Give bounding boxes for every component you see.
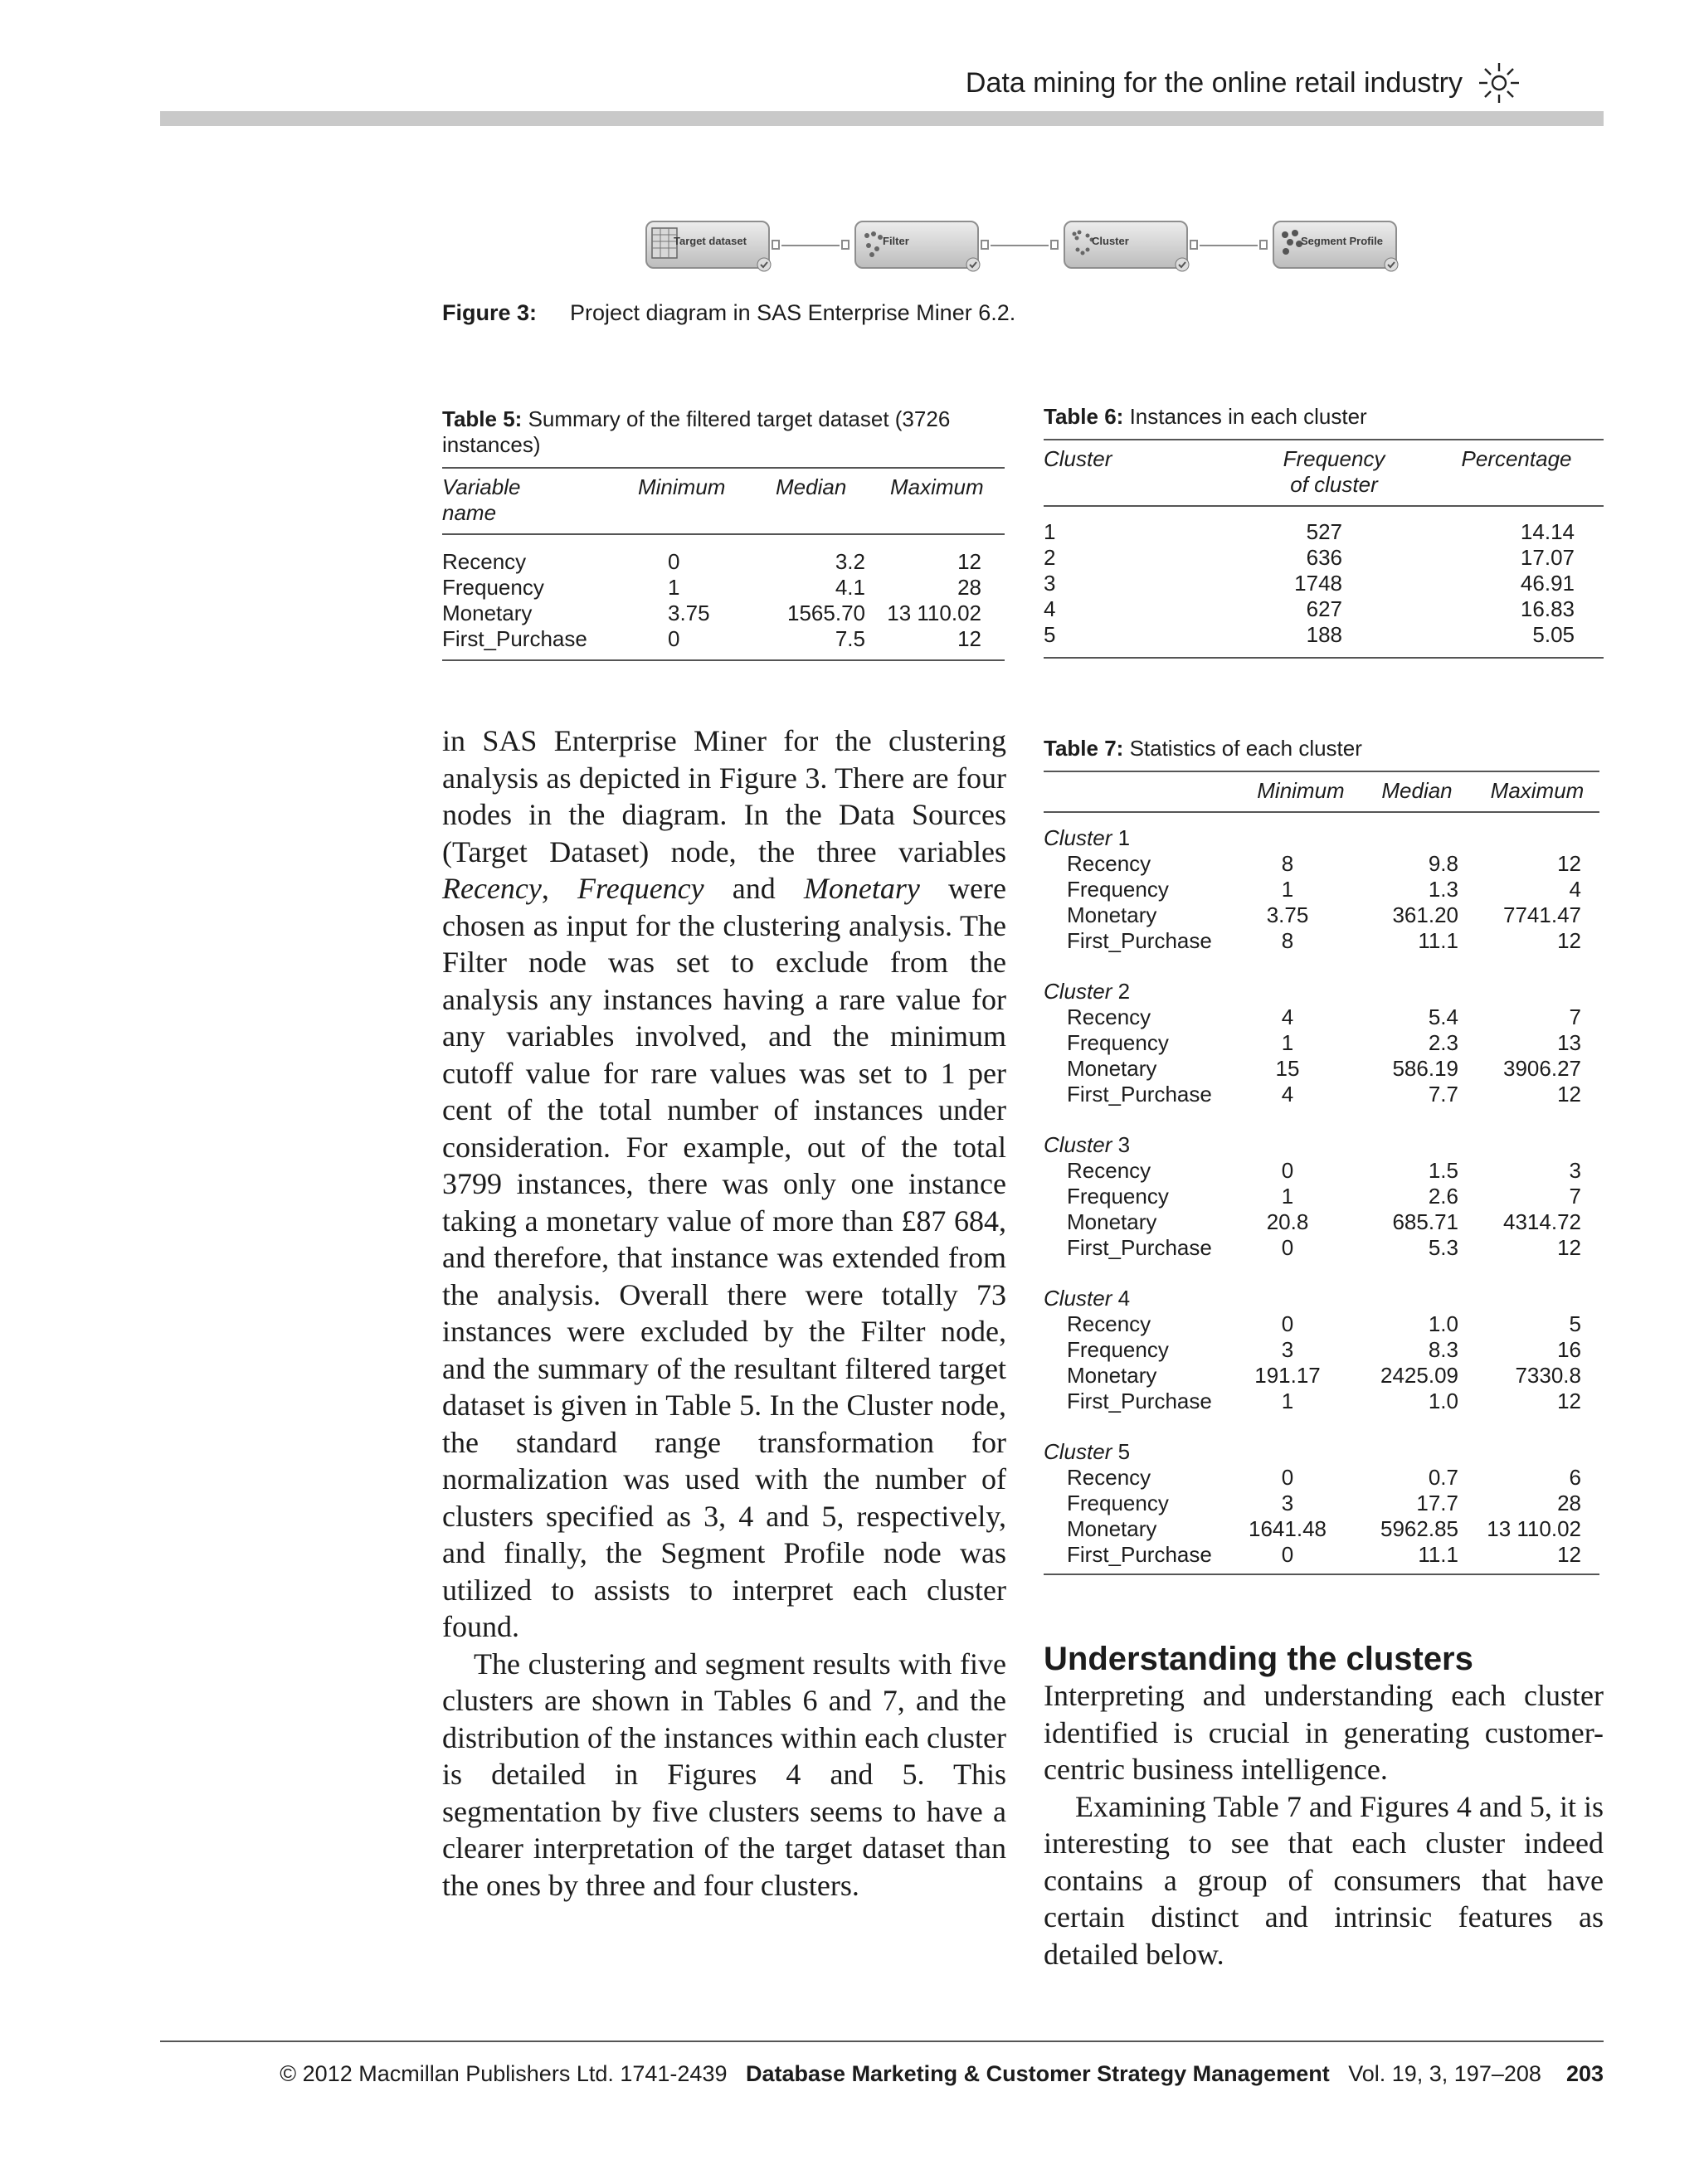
cell-minimum: 1641.48: [1249, 1516, 1327, 1541]
row-name: Recency: [1067, 1158, 1151, 1183]
figure-caption: [442, 299, 1015, 327]
table-caption-continued: instances): [442, 432, 541, 457]
cluster-group-heading: [1044, 979, 1130, 1004]
node-label: Filter: [883, 235, 909, 247]
target-dataset-node: [645, 221, 770, 269]
row-name: Frequency: [1067, 1030, 1169, 1055]
cell-minimum: 0: [1281, 1311, 1294, 1336]
cluster-group-heading: [1044, 1132, 1130, 1158]
table-caption-text: Summary of the filtered target dataset (3726: [528, 406, 951, 431]
cell-median: 11.1: [1418, 928, 1458, 953]
cell-maximum: 12: [957, 549, 981, 574]
cell-maximum: 13 110.02: [1487, 1516, 1581, 1541]
cell-frequency: 188: [1306, 622, 1342, 647]
cell-maximum: 5: [1569, 1311, 1581, 1336]
check-icon: [1175, 257, 1190, 272]
output-port: [772, 240, 780, 250]
cluster-node: [1064, 221, 1188, 269]
cell-median: 1.0: [1428, 1389, 1458, 1413]
cluster-word: Cluster: [1044, 825, 1112, 850]
cell-minimum: 1: [1281, 1030, 1294, 1055]
cell-maximum: 28: [1557, 1491, 1581, 1515]
column-header-median: Median: [1381, 778, 1453, 803]
column-header-variable-continued: name: [442, 500, 497, 525]
cell-maximum: 28: [957, 575, 981, 600]
cluster-group-heading: [1044, 825, 1130, 851]
cell-median: 7.7: [1428, 1082, 1458, 1107]
cell-median: 17.7: [1416, 1491, 1458, 1515]
cluster-word: Cluster: [1044, 1439, 1112, 1464]
text-run: were chosen as input for the clustering analysis. The Filter node was set to exclude from the analysis any instances having a rare value for any variables involved, and the minimum cutoff value for rare values was set to 1 per cent of the total number of instances under consideration. For example, out of the total 3799 instances, there was only one instance taking a monetary value of more than £87 684, and therefore, that instance was extended from the analysis. Overall there were totally 73 instances were excluded by the Filter node, and the summary of the resultant filtered target dataset is given in Table 5. In the Cluster node, the standard range transformation for normalization was used with the number of clusters specified as 3, 4 and 5, respectively, and finally, the Segment Profile node was utilized to assists to interpret each cluster found.: [442, 872, 1006, 1643]
cell-maximum: 12: [1557, 1389, 1581, 1413]
column-header-cluster: Cluster: [1044, 446, 1112, 471]
column-header-median: Median: [776, 474, 847, 499]
row-name: Frequency: [442, 575, 544, 600]
cell-maximum: 3: [1569, 1158, 1581, 1183]
table-rule: [1044, 439, 1604, 440]
row-name: First_Purchase: [442, 626, 587, 651]
footer-journal: Database Marketing & Customer Strategy Management: [746, 2061, 1330, 2086]
cell-median: 11.1: [1418, 1542, 1458, 1567]
cell-median: 5.3: [1428, 1235, 1458, 1260]
node-label: Target dataset: [674, 235, 747, 247]
row-name: Frequency: [1067, 1184, 1169, 1209]
row-name: Monetary: [1067, 1209, 1157, 1234]
cell-minimum: 0: [1281, 1158, 1294, 1183]
row-name: First_Purchase: [1067, 1542, 1212, 1567]
cluster-word: Cluster: [1044, 1132, 1112, 1157]
cell-minimum: 1: [1281, 877, 1294, 902]
cell-minimum: 15: [1275, 1056, 1300, 1081]
footer-rule: [160, 2041, 1604, 2042]
cell-frequency: 636: [1306, 545, 1342, 570]
table-7: [1044, 736, 1604, 1582]
cell-minimum: 20.8: [1266, 1209, 1309, 1234]
cell-median: 4.1: [835, 575, 865, 600]
row-name: First_Purchase: [1067, 1235, 1212, 1260]
column-header-variable: Variable: [442, 474, 521, 499]
cell-minimum: 3: [1281, 1491, 1294, 1515]
table-rule: [1044, 811, 1599, 813]
paragraph: The clustering and segment results with five clusters are shown in Tables 6 and 7, and the distribution of the instances within each cluster is detailed in Figures 4 and 5. This segmentation by five clusters seems to have a clearer interpretation of the target dataset than the ones by three and four clusters.: [442, 1647, 1006, 1902]
column-header-frequency: Frequency: [1283, 446, 1385, 471]
row-name: Recency: [1067, 1004, 1151, 1029]
text-run: ,: [541, 872, 578, 905]
cell-maximum: 6: [1569, 1465, 1581, 1490]
footer-volume: Vol. 19, 3, 197–208: [1348, 2061, 1541, 2086]
cell-cluster: 1: [1044, 519, 1056, 544]
cell-percentage: 5.05: [1532, 622, 1575, 647]
paragraph: Examining Table 7 and Figures 4 and 5, it is interesting to see that each cluster indeed contains a group of consumers that have certain distinct and intrinsic features as detailed below.: [1044, 1789, 1604, 1971]
table-5: [442, 406, 1005, 655]
connector-line: [781, 245, 840, 246]
column-header-maximum: Maximum: [890, 474, 984, 499]
connector-line: [1200, 245, 1258, 246]
project-flow-diagram: [645, 214, 1402, 274]
cell-median: 361.20: [1392, 902, 1458, 927]
cell-minimum: 0: [1281, 1542, 1294, 1567]
table-6: [1044, 404, 1604, 661]
body-text-left-column: [442, 722, 1006, 1904]
paragraph: Interpreting and understanding each cluster identified is crucial in generating customer-centric business intelligence.: [1044, 1679, 1604, 1786]
check-icon: [1384, 257, 1399, 272]
cell-minimum: 1: [1281, 1389, 1294, 1413]
cell-maximum: 13 110.02: [887, 601, 981, 625]
row-name: Monetary: [1067, 1056, 1157, 1081]
cell-median: 2.3: [1428, 1030, 1458, 1055]
table-label: Table 5:: [442, 406, 523, 431]
column-header-minimum: Minimum: [1257, 778, 1345, 803]
filter-node: [854, 221, 979, 269]
cluster-number: 3: [1117, 1132, 1131, 1157]
cell-frequency: 1748: [1294, 571, 1342, 596]
cell-percentage: 46.91: [1520, 571, 1575, 596]
variable-monetary: Monetary: [803, 872, 920, 905]
table-rule: [1044, 771, 1599, 772]
row-name: Monetary: [1067, 902, 1157, 927]
row-name: First_Purchase: [1067, 928, 1212, 953]
cell-maximum: 7741.47: [1503, 902, 1581, 927]
text-run: in SAS Enterprise Miner for the clustering analysis as depicted in Figure 3. There are four nodes in the diagram. In the Data Sources (Target Dataset) node, the three variables: [442, 724, 1006, 868]
variable-frequency: Frequency: [577, 872, 704, 905]
row-name: Frequency: [1067, 1337, 1169, 1362]
variable-recency: Recency: [442, 872, 542, 905]
cluster-group-heading: [1044, 1286, 1130, 1311]
row-name: Recency: [1067, 1465, 1151, 1490]
row-name: Recency: [1067, 1311, 1151, 1336]
cell-minimum: 4: [1281, 1004, 1294, 1029]
cluster-number: 5: [1117, 1439, 1131, 1464]
page-number: 203: [1565, 2061, 1604, 2086]
cell-maximum: 4314.72: [1503, 1209, 1581, 1234]
header-rule: [160, 111, 1604, 126]
cell-minimum: 0: [668, 626, 680, 651]
cell-minimum: 8: [1281, 851, 1294, 876]
table-caption: [442, 406, 950, 432]
cell-minimum: 3.75: [1266, 902, 1309, 927]
cell-maximum: 12: [1557, 851, 1581, 876]
table-rule: [1044, 505, 1604, 507]
cell-minimum: 8: [1281, 928, 1294, 953]
cell-maximum: 12: [1557, 928, 1581, 953]
cell-median: 2.6: [1428, 1184, 1458, 1209]
paragraph: [442, 722, 1006, 1646]
column-header-percentage: Percentage: [1461, 446, 1572, 471]
table-caption-text: Instances in each cluster: [1129, 404, 1367, 429]
table-rule: [442, 467, 1005, 469]
cell-frequency: 527: [1306, 519, 1342, 544]
table-caption: [1044, 736, 1362, 761]
cell-cluster: 4: [1044, 596, 1056, 621]
segment-profile-node: [1273, 221, 1397, 269]
text-run: and: [703, 872, 804, 905]
row-name: Monetary: [442, 601, 533, 625]
figure-caption-text: Project diagram in SAS Enterprise Miner 6.2.: [570, 300, 1016, 325]
cluster-number: 2: [1117, 979, 1131, 1004]
node-label: Cluster: [1092, 235, 1129, 247]
cell-maximum: 12: [1557, 1542, 1581, 1567]
cell-maximum: 12: [1557, 1082, 1581, 1107]
cell-median: 2425.09: [1380, 1363, 1458, 1388]
row-name: Recency: [1067, 851, 1151, 876]
cell-median: 3.2: [835, 549, 865, 574]
row-name: Monetary: [1067, 1516, 1157, 1541]
section-heading: Understanding the clusters: [1044, 1641, 1473, 1677]
sun-icon: [1477, 61, 1521, 105]
table-rule: [1044, 1574, 1599, 1575]
column-header-maximum: Maximum: [1490, 778, 1585, 803]
cell-maximum: 16: [1557, 1337, 1581, 1362]
footer-copyright: © 2012 Macmillan Publishers Ltd. 1741-2439: [280, 2061, 728, 2086]
cell-minimum: 191.17: [1254, 1363, 1321, 1388]
cluster-word: Cluster: [1044, 979, 1112, 1004]
input-port: [841, 240, 850, 250]
cell-maximum: 7: [1569, 1004, 1581, 1029]
cell-maximum: 12: [957, 626, 981, 651]
cell-maximum: 4: [1569, 877, 1581, 902]
cell-median: 1.5: [1428, 1158, 1458, 1183]
table-rule: [442, 659, 1005, 661]
cell-frequency: 627: [1306, 596, 1342, 621]
row-name: Recency: [442, 549, 527, 574]
input-port: [1259, 240, 1268, 250]
cell-median: 7.5: [835, 626, 865, 651]
table-caption-text: Statistics of each cluster: [1129, 736, 1362, 761]
body-text-right-column: [1044, 1677, 1604, 1972]
cell-median: 9.8: [1428, 851, 1458, 876]
cell-cluster: 2: [1044, 545, 1056, 570]
cell-percentage: 17.07: [1520, 545, 1575, 570]
cell-minimum: 0: [1281, 1235, 1294, 1260]
page-footer: [280, 2059, 1604, 2089]
cell-median: 1565.70: [787, 601, 865, 625]
cell-maximum: 7: [1569, 1184, 1581, 1209]
check-icon: [966, 257, 981, 272]
cluster-word: Cluster: [1044, 1286, 1112, 1311]
cell-maximum: 13: [1557, 1030, 1581, 1055]
cell-minimum: 1: [1281, 1184, 1294, 1209]
node-label: Segment Profile: [1301, 235, 1383, 247]
cell-maximum: 12: [1557, 1235, 1581, 1260]
cell-median: 586.19: [1392, 1056, 1458, 1081]
output-port: [1190, 240, 1198, 250]
running-header: [160, 65, 1537, 102]
cell-median: 0.7: [1428, 1465, 1458, 1490]
cell-median: 1.3: [1428, 877, 1458, 902]
table-rule: [1044, 657, 1604, 659]
cluster-number: 1: [1117, 825, 1131, 850]
column-header-frequency-continued: of cluster: [1290, 472, 1378, 497]
cell-minimum: 0: [1281, 1465, 1294, 1490]
cell-median: 5962.85: [1380, 1516, 1458, 1541]
cell-minimum: 0: [668, 549, 680, 574]
cell-cluster: 3: [1044, 571, 1056, 596]
cell-median: 8.3: [1428, 1337, 1458, 1362]
cluster-group-heading: [1044, 1439, 1130, 1465]
table-rule: [442, 533, 1005, 535]
cell-maximum: 7330.8: [1515, 1363, 1581, 1388]
column-header-minimum: Minimum: [638, 474, 726, 499]
running-header-title: Data mining for the online retail industry: [965, 67, 1463, 99]
figure-label: Figure 3:: [442, 300, 538, 325]
cell-cluster: 5: [1044, 622, 1056, 647]
cluster-number: 4: [1117, 1286, 1131, 1311]
cell-minimum: 1: [668, 575, 680, 600]
row-name: Frequency: [1067, 877, 1169, 902]
cell-minimum: 3.75: [668, 601, 710, 625]
cell-median: 5.4: [1428, 1004, 1458, 1029]
cell-percentage: 14.14: [1520, 519, 1575, 544]
cell-median: 685.71: [1392, 1209, 1458, 1234]
cell-median: 1.0: [1428, 1311, 1458, 1336]
input-port: [1050, 240, 1059, 250]
cell-minimum: 4: [1281, 1082, 1294, 1107]
row-name: Frequency: [1067, 1491, 1169, 1515]
check-icon: [757, 257, 772, 272]
row-name: Monetary: [1067, 1363, 1157, 1388]
connector-line: [991, 245, 1049, 246]
row-name: First_Purchase: [1067, 1082, 1212, 1107]
row-name: First_Purchase: [1067, 1389, 1212, 1413]
table-label: Table 7:: [1044, 736, 1124, 761]
cell-maximum: 3906.27: [1503, 1056, 1581, 1081]
cell-percentage: 16.83: [1520, 596, 1575, 621]
cell-minimum: 3: [1281, 1337, 1294, 1362]
output-port: [981, 240, 989, 250]
table-label: Table 6:: [1044, 404, 1124, 429]
table-caption: [1044, 404, 1367, 430]
